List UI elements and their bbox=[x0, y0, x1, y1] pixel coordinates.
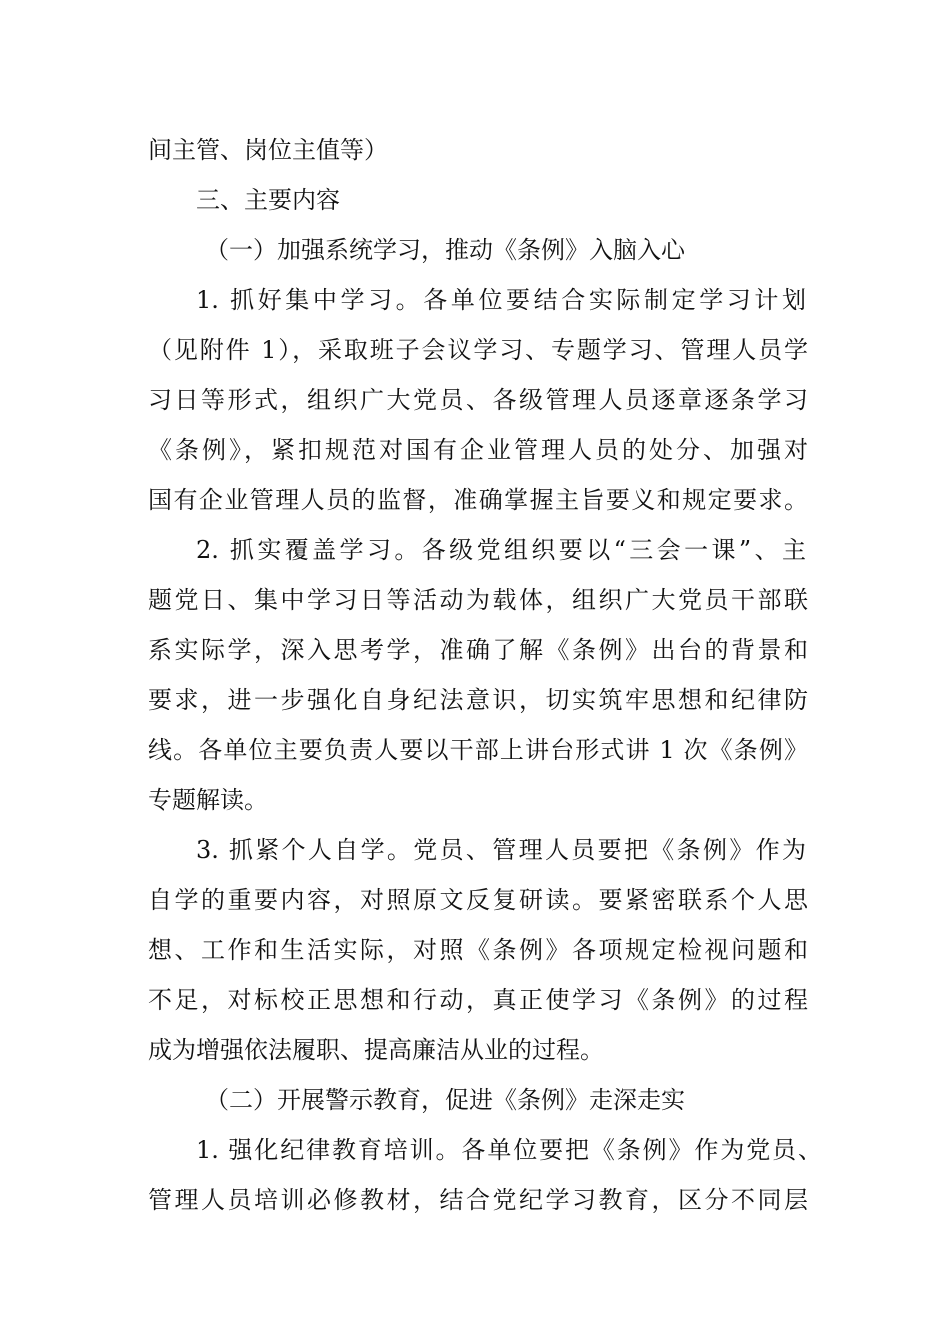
text-line-12: 要求，进一步强化自身纪法意识，切实筑牢思想和纪律防 bbox=[148, 686, 808, 714]
section-heading-main-content: 三、主要内容 bbox=[196, 186, 340, 214]
text-line-21: 1. 强化纪律教育培训。各单位要把《条例》作为党员、 bbox=[196, 1136, 822, 1164]
text-line-11: 系实际学，深入思考学，准确了解《条例》出台的背景和 bbox=[148, 636, 808, 664]
subsection-heading-2: （二）开展警示教育，促进《条例》走深走实 bbox=[205, 1086, 685, 1114]
text-line-5: （见附件 1），采取班子会议学习、专题学习、管理人员学 bbox=[148, 336, 808, 364]
text-line-9: 2. 抓实覆盖学习。各级党组织要以“三会一课”、主 bbox=[196, 536, 806, 564]
text-line-10: 题党日、集中学习日等活动为载体，组织广大党员干部联 bbox=[148, 586, 808, 614]
text-line-17: 想、工作和生活实际，对照《条例》各项规定检视问题和 bbox=[148, 936, 808, 964]
subsection-heading-1: （一）加强系统学习，推动《条例》入脑入心 bbox=[205, 236, 685, 264]
text-line-16: 自学的重要内容，对照原文反复研读。要紧密联系个人思 bbox=[148, 886, 808, 914]
text-line-4: 1. 抓好集中学习。各单位要结合实际制定学习计划 bbox=[196, 286, 806, 314]
text-line-6: 习日等形式，组织广大党员、各级管理人员逐章逐条学习 bbox=[148, 386, 808, 414]
text-line-18: 不足，对标校正思想和行动，真正使学习《条例》的过程 bbox=[148, 986, 808, 1014]
text-line-15: 3. 抓紧个人自学。党员、管理人员要把《条例》作为 bbox=[196, 836, 806, 864]
text-line-22: 管理人员培训必修教材，结合党纪学习教育，区分不同层 bbox=[148, 1186, 808, 1214]
text-line-14: 专题解读。 bbox=[148, 786, 268, 814]
text-line-19: 成为增强依法履职、提高廉洁从业的过程。 bbox=[148, 1036, 604, 1064]
text-line-7: 《条例》，紧扣规范对国有企业管理人员的处分、加强对 bbox=[148, 436, 808, 464]
text-line-8: 国有企业管理人员的监督，准确掌握主旨要义和规定要求。 bbox=[148, 486, 808, 514]
text-line-13: 线。各单位主要负责人要以干部上讲台形式讲 1 次《条例》 bbox=[148, 736, 808, 764]
text-line-1: 间主管、岗位主值等） bbox=[148, 136, 388, 164]
